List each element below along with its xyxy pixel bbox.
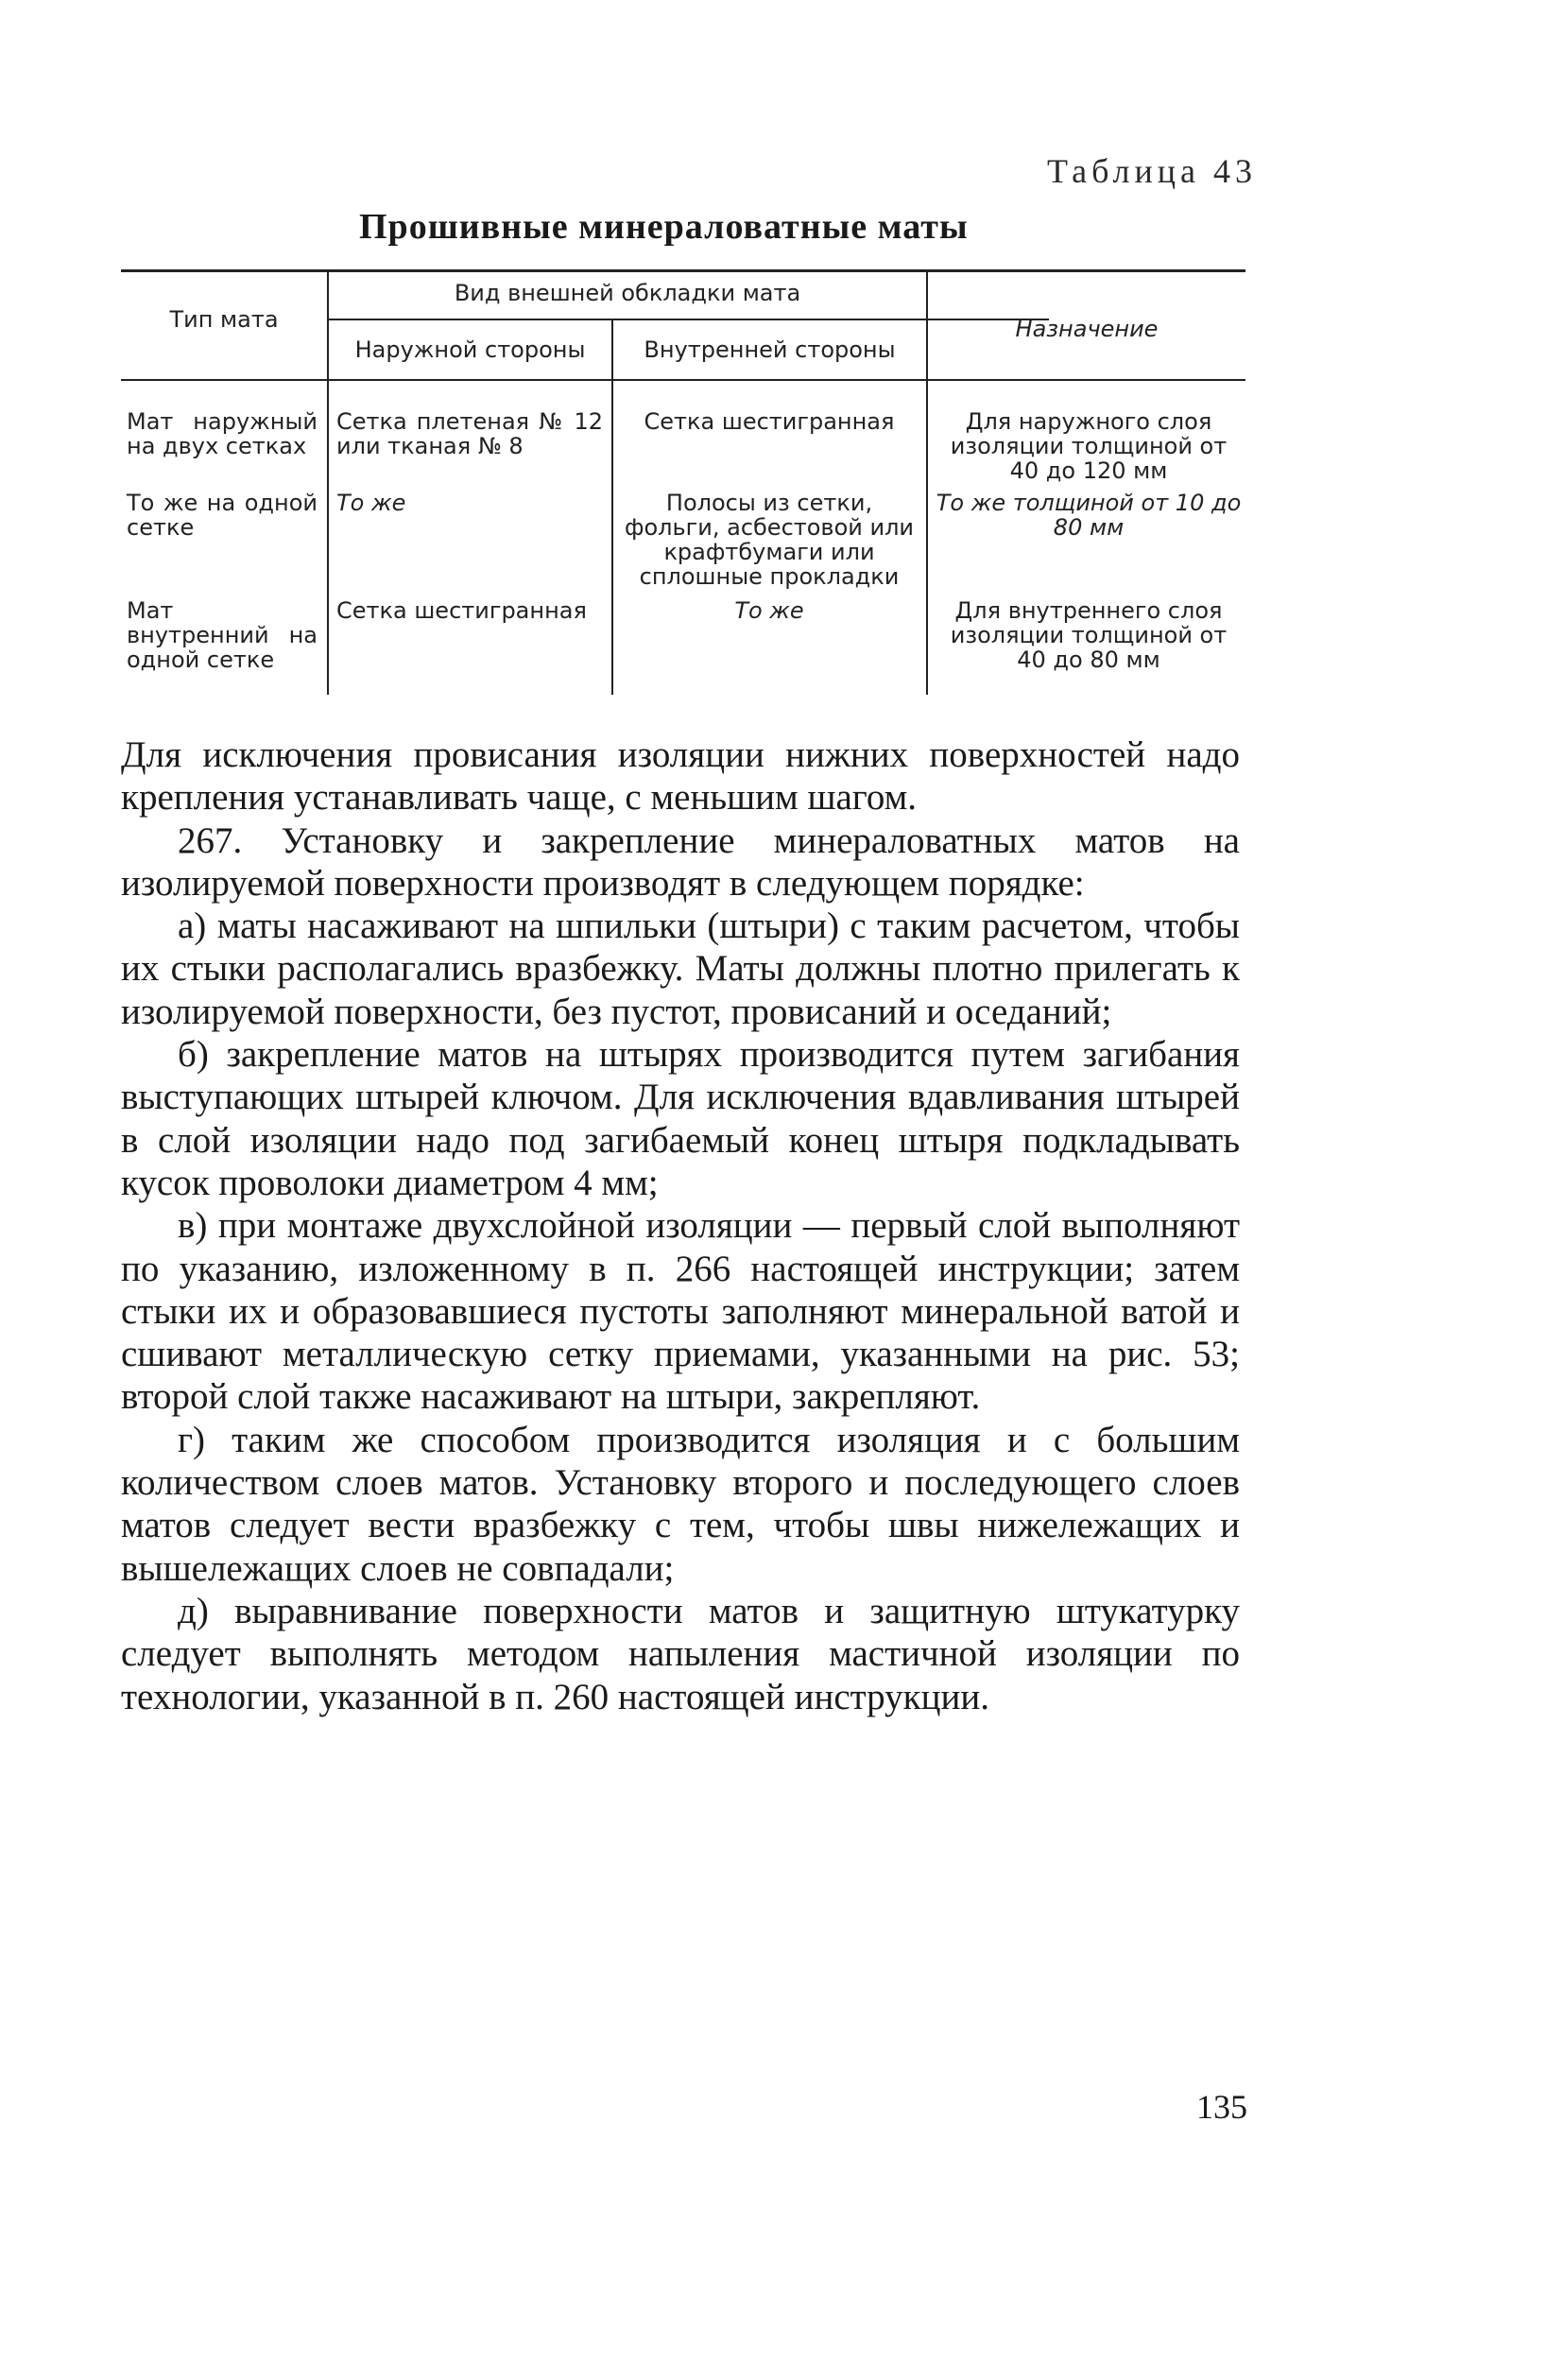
list-item-a: а) маты насаживают на шпильки (штыри) с таким расчетом, чтобы их стыки располагались вразбежку. Маты должны плотно прилегать к изолируемой поверхности, без пустот, провисаний и оседаний; <box>121 905 1240 1032</box>
row-3-outer: Сетка шестигранная <box>336 597 587 624</box>
list-item-d: д) выравнивание поверхности матов и защитную штукатурку следует выполнять методом напыления мастичной изоляции по технологии, указанной в п. 260 настоящей инструкции. <box>121 1590 1240 1717</box>
header-inner-side: Внутренней стороны <box>644 336 896 363</box>
header-outer-side: Наружной стороны <box>354 336 586 363</box>
list-item-g: г) таким же способом производится изоляция и с большим количеством слоев матов. Установку второго и последующего слоев матов следует вести вразбежку с тем, чтобы швы нижележащих и вышележащих слоев не совпадали; <box>121 1419 1240 1589</box>
paragraph-267: 267. Установку и закрепление минераловатных матов на изолируемой поверхности производят в следующем порядке: <box>121 819 1240 904</box>
row-1-purpose: Для наружного слоя изоляции толщиной от 40 до 120 мм <box>950 408 1228 484</box>
header-facing-group: Вид внешней обкладки мата <box>454 280 801 306</box>
row-2-purpose: То же толщиной от 10 до 80 мм <box>936 490 1242 541</box>
row-1-outer: Сетка плетеная № 12 или тканая № 8 <box>336 408 603 459</box>
page-number: 135 <box>1196 2088 1247 2126</box>
row-3-type: Мат внутренний на одной сетке <box>127 597 318 673</box>
row-3-purpose: Для внутреннего слоя изоляции толщиной от 40 до 80 мм <box>950 597 1228 673</box>
table-col-divider-2 <box>611 319 613 695</box>
row-2-inner: Полосы из сетки, фольги, асбестовой или крафтбумаги или сплошные прокладки <box>624 490 915 590</box>
list-item-v: в) при монтаже двухслойной изоляции — первый слой выполняют по указанию, изложенному в п. 266 настоящей инструкции; затем стыки их и образовавшиеся пустоты заполняют минеральной ватой и сшивают металлическую сетку приемами, указанными на рис. 53; второй слой также насаживают на штыри, закрепляют. <box>121 1205 1240 1418</box>
row-2-type: То же на одной сетке <box>127 490 318 541</box>
row-2-outer: То же <box>336 490 406 516</box>
row-1-inner: Сетка шестигранная <box>644 408 895 435</box>
mats-table <box>121 269 1245 695</box>
header-purpose: Назначение <box>1015 316 1159 342</box>
body-text <box>121 733 1240 1718</box>
row-3-inner: То же <box>734 597 804 624</box>
row-1-type: Мат наружный на двух сетках <box>127 408 318 459</box>
header-type: Тип мата <box>169 306 279 333</box>
table-title: Прошивные минераловатные маты <box>359 207 969 247</box>
list-item-b: б) закрепление матов на штырях производится путем загибания выступающих штырей ключом. Для исключения вдавливания штырей в слой изоляции надо под загибаемый конец штыря подкладывать кусок проволоки диаметром 4 мм; <box>121 1034 1240 1203</box>
table-top-rule <box>121 269 1245 272</box>
paragraph-continuation: Для исключения провисания изоляции нижних поверхностей надо крепления устанавливать чаще, с меньшим шагом. <box>121 734 1240 819</box>
table-col-divider-1 <box>327 269 329 695</box>
table-header-rule <box>121 379 1245 381</box>
table-number: Таблица 43 <box>1047 152 1257 190</box>
